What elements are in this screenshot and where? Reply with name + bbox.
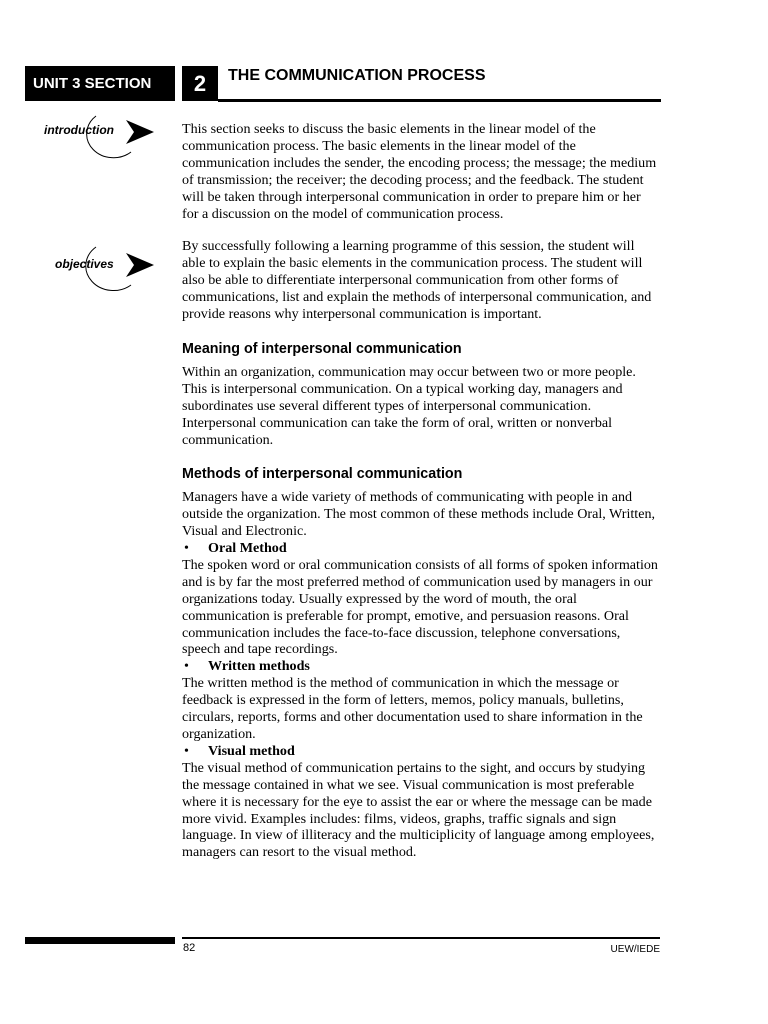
page-number: 82 <box>183 942 196 954</box>
oral-method-bullet <box>182 540 660 557</box>
visual-method-title: Visual method <box>208 742 295 759</box>
bullet-icon: • <box>184 742 189 759</box>
section-title: THE COMMUNICATION PROCESS <box>228 67 486 84</box>
visual-method-bullet <box>182 743 660 760</box>
methods-heading: Methods of interpersonal communication <box>182 466 463 483</box>
oral-method-paragraph: The spoken word or oral communication consists of all forms of spoken information and is by far the most preferred method of communication used by managers in our organizations today. Usually expressed by the word of mouth, the oral communication is preferable for prompt, emotive, and persuasion reasons. Oral communication includes the face-to-face discussion, telephone conversations, speech and tape recordings. <box>182 556 658 658</box>
objectives-label: objectives <box>55 257 114 271</box>
introduction-paragraph: This section seeks to discuss the basic elements in the linear model of the communication process. The basic elements in the linear model of the communication includes the sender, the encoding process; the message; the medium of transmission; the receiver; the decoding process; and the feedback. The student will be taken through interpersonal communication in order to prepare him or her for a discussion on the model of communication process. <box>182 121 657 222</box>
section-number: 2 <box>182 66 218 101</box>
introduction-label: introduction <box>44 123 114 137</box>
footer-rule <box>182 937 660 939</box>
meaning-paragraph: Within an organization, communication may occur between two or more people. This is interpersonal communication. On a typical working day, managers and subordinates use several different types of interpersonal communication. Interpersonal communication can take the form of oral, written or nonverbal communication. <box>182 363 636 448</box>
bullet-icon: • <box>184 540 189 557</box>
written-method-title: Written methods <box>208 658 310 675</box>
methods-intro-paragraph: Managers have a wide variety of methods of communicating with people in and outside the organization. The most common of these methods include Oral, Written, Visual and Electronic. <box>182 489 656 540</box>
visual-method-paragraph: The visual method of communication pertains to the sight, and occurs by studying the message contained in what we see. Visual communication is most preferable where it is necessary for the eye to assist the ear or where the message can be made more vivid. Examples includes: films, videos, graphs, traffic signals and sign language. In view of illiteracy and the multiciplicity of language among employees, managers can resort to the visual method. <box>182 759 655 861</box>
written-method-paragraph: The written method is the method of communication in which the message or feedback is expressed in the form of letters, memos, policy manuals, bulletins, circulars, reports, forms and other documentation used to share information in the organization. <box>182 675 643 742</box>
footer-bar <box>25 937 175 944</box>
oral-method-title: Oral Method <box>208 540 287 557</box>
unit-section-label: UNIT 3 SECTION <box>25 66 175 101</box>
written-method-bullet <box>182 658 660 675</box>
bullet-icon: • <box>184 658 189 675</box>
body-content <box>182 121 660 861</box>
title-rule <box>218 99 661 102</box>
objectives-paragraph: By successfully following a learning programme of this session, the student will able to explain the basic elements in the communication process. The student will also be able to differentiate interpersonal communication from other forms of communications, list and explain the methods of interpersonal communication, and provide reasons why interpersonal communication is important. <box>182 238 652 323</box>
meaning-heading: Meaning of interpersonal communication <box>182 340 462 357</box>
publisher-label: UEW/IEDE <box>610 944 660 955</box>
